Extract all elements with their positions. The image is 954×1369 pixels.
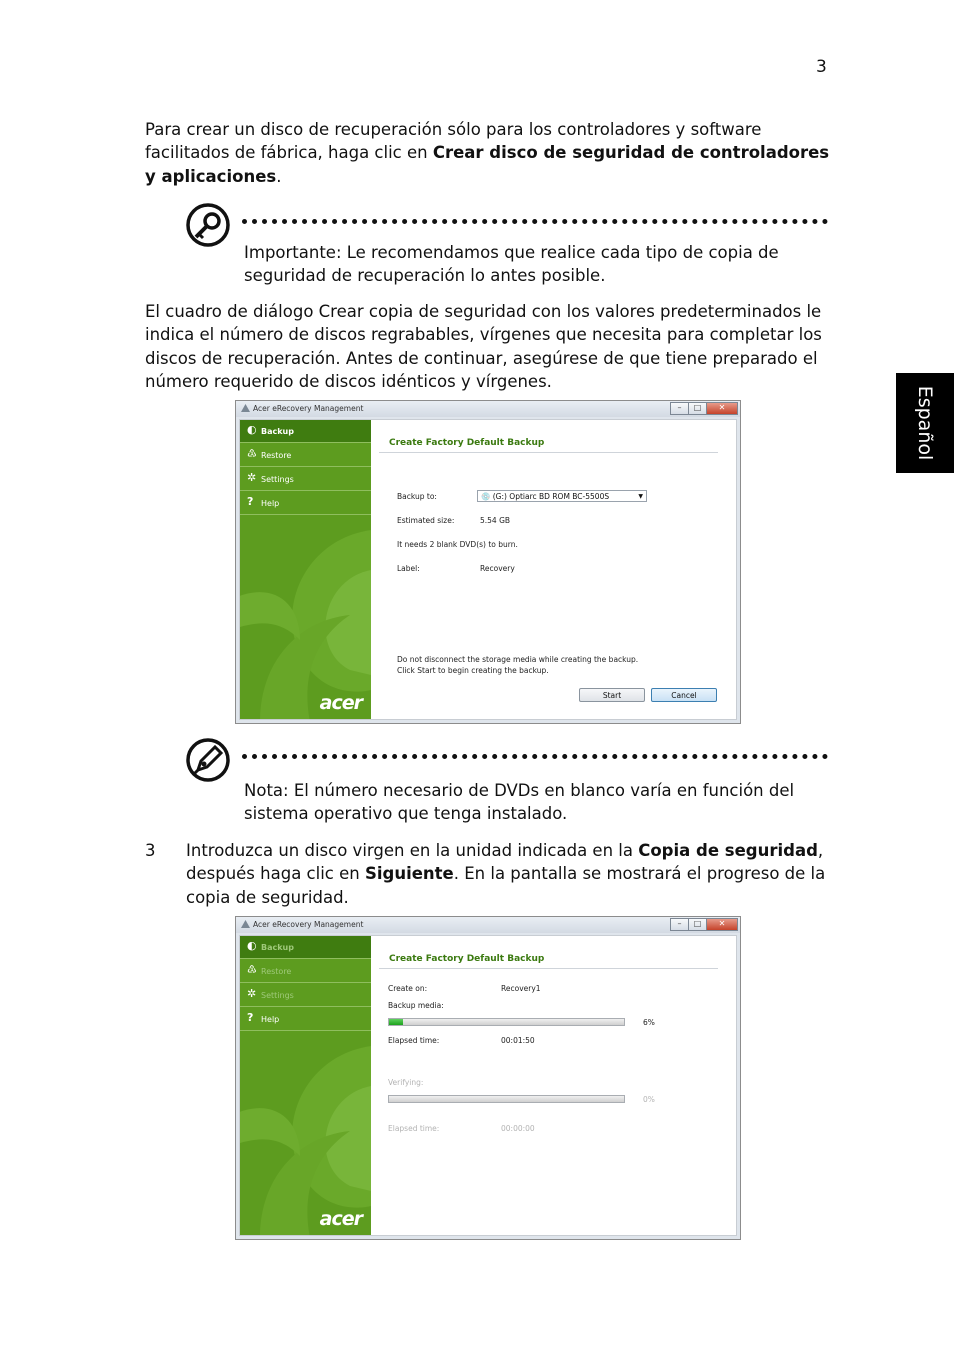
- verify-elapsed-value: 00:00:00: [501, 1124, 535, 1133]
- language-tab-label: Español: [914, 385, 936, 461]
- backup-media-label: Backup media:: [388, 1001, 444, 1010]
- cancel-button[interactable]: Cancel: [651, 688, 717, 702]
- minimize-button[interactable]: –: [670, 402, 689, 415]
- estimated-size-value: 5.54 GB: [480, 516, 511, 525]
- create-on-label: Create on:: [388, 984, 428, 993]
- label-value: Recovery: [480, 564, 515, 573]
- key-icon: [185, 202, 231, 248]
- nav-restore[interactable]: ♳ Restore: [240, 444, 371, 467]
- language-tab: [896, 373, 954, 473]
- erecovery-window-backup: [235, 400, 741, 724]
- restore-icon: ♳: [247, 447, 257, 460]
- elapsed-time-value: 00:01:50: [501, 1036, 535, 1045]
- nav-settings[interactable]: ✲ Settings: [240, 468, 371, 491]
- window-title: Acer eRecovery Management: [253, 920, 364, 929]
- estimated-size-label: Estimated size:: [397, 516, 455, 525]
- sidebar: [240, 936, 371, 1235]
- create-on-value: Recovery1: [501, 984, 541, 993]
- verify-elapsed-label: Elapsed time:: [388, 1124, 440, 1133]
- paragraph-dialog: El cuadro de diálogo Crear copia de seguridad con los valores predeterminados le indica el número de discos regrabables, vírgenes que necesita para completar los discos de recuperación. Antes de continuar, asegúrese de que tiene preparado el número requerido de discos idénticos y vírgenes.: [145, 302, 822, 392]
- dropdown-arrow-icon: ▼: [638, 493, 643, 500]
- help-icon: ?: [247, 1011, 254, 1024]
- start-button[interactable]: Start: [579, 688, 645, 702]
- heading-rule: [379, 452, 718, 453]
- restore-icon: ♳: [247, 963, 257, 976]
- verify-progress-bar: [388, 1095, 625, 1103]
- important-note: Importante: Le recomendamos que realice cada tipo de copia de seguridad de recuperación lo antes posible.: [244, 243, 779, 286]
- acer-logo: acer: [319, 1208, 362, 1230]
- backup-to-label: Backup to:: [397, 492, 437, 501]
- title-bar: [236, 401, 740, 417]
- content-pane: [371, 420, 736, 719]
- pen-note-icon: [185, 737, 231, 783]
- backup-icon: ◐: [247, 423, 257, 436]
- window-title: Acer eRecovery Management: [253, 404, 364, 413]
- disconnect-warning: Do not disconnect the storage media while creating the backup.: [397, 655, 639, 664]
- close-button[interactable]: ✕: [706, 918, 738, 931]
- erecovery-window-progress: [235, 916, 741, 1240]
- step-number: 3: [145, 841, 156, 860]
- elapsed-time-label: Elapsed time:: [388, 1036, 440, 1045]
- content-pane: [371, 936, 736, 1235]
- help-icon: ?: [247, 495, 254, 508]
- backup-progress-bar: [388, 1018, 625, 1026]
- backup-icon: ◐: [247, 939, 257, 952]
- gear-icon: ✲: [247, 987, 257, 1000]
- gear-icon: ✲: [247, 471, 257, 484]
- verifying-label: Verifying:: [388, 1078, 424, 1087]
- content-heading: Create Factory Default Backup: [389, 438, 545, 448]
- step-3-text: Introduzca un disco virgen en la unidad indicada en la Copia de seguridad, después haga clic en Siguiente. En la pantalla se mostrará el progreso de la copia de seguridad.: [186, 841, 826, 907]
- maximize-button[interactable]: □: [688, 918, 707, 931]
- nota-note: Nota: El número necesario de DVDs en blanco varía en función del sistema operativo que tenga instalado.: [244, 781, 795, 824]
- verify-progress-percent: 0%: [643, 1095, 655, 1104]
- backup-progress-fill: [389, 1019, 403, 1025]
- drive-icon: 💿: [481, 492, 491, 501]
- acer-logo: acer: [319, 692, 362, 714]
- paragraph-recovery-disc: Para crear un disco de recuperación sólo para los controladores y software facilitados de fábrica, haga clic en Crear disco de seguridad de controladores y aplicaciones.: [145, 120, 830, 186]
- blank-dvd-notice: It needs 2 blank DVD(s) to burn.: [397, 540, 518, 549]
- nav-help[interactable]: ? Help: [240, 492, 371, 515]
- divider-dots: [242, 754, 828, 759]
- heading-rule: [379, 968, 718, 969]
- backup-to-select[interactable]: 💿 (G:) Optiarc BD ROM BC-5500S ▼: [477, 490, 647, 502]
- app-icon: [241, 404, 250, 413]
- divider-dots: [242, 219, 828, 224]
- title-bar: [236, 917, 740, 933]
- sidebar: [240, 420, 371, 719]
- nav-backup[interactable]: ◐ Backup: [240, 420, 371, 443]
- page-number: 3: [816, 57, 827, 77]
- close-button[interactable]: ✕: [706, 402, 738, 415]
- nav-restore[interactable]: ♳ Restore: [240, 960, 371, 983]
- backup-progress-percent: 6%: [643, 1018, 655, 1027]
- maximize-button[interactable]: □: [688, 402, 707, 415]
- label-label: Label:: [397, 564, 420, 573]
- minimize-button[interactable]: –: [670, 918, 689, 931]
- nav-help[interactable]: ? Help: [240, 1008, 371, 1031]
- bold-option: Crear disco de seguridad de controladores y aplicaciones: [145, 143, 830, 186]
- nav-settings[interactable]: ✲ Settings: [240, 984, 371, 1007]
- start-instruction: Click Start to begin creating the backup.: [397, 666, 549, 675]
- nav-backup[interactable]: ◐ Backup: [240, 936, 371, 959]
- app-icon: [241, 920, 250, 929]
- content-heading: Create Factory Default Backup: [389, 954, 545, 964]
